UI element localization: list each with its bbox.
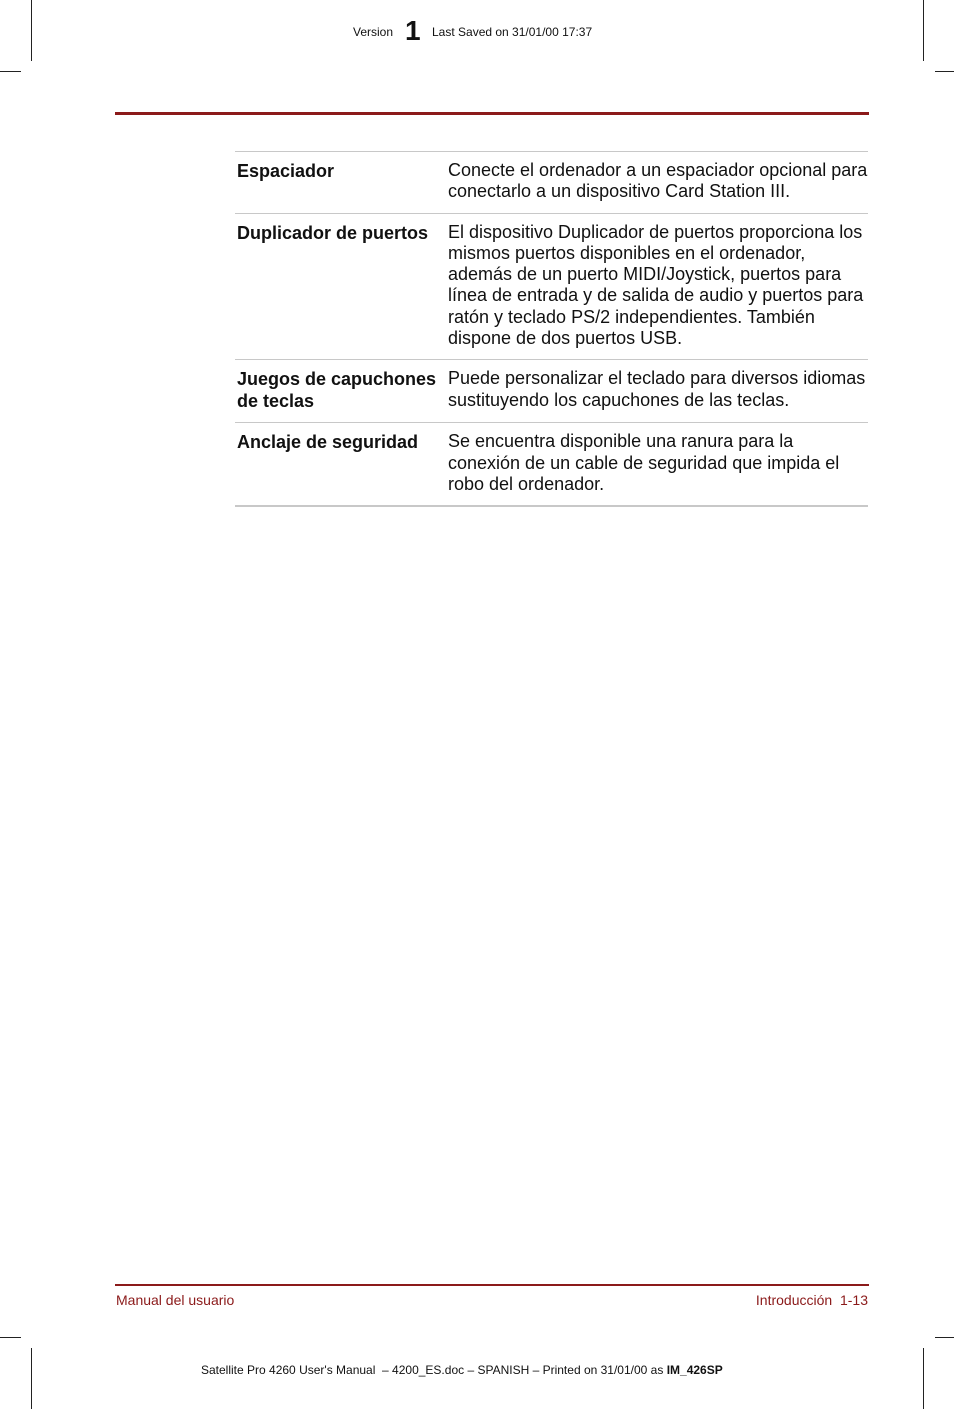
crop-mark xyxy=(0,71,21,72)
row-description: El dispositivo Duplicador de puertos proporciona los mismos puertos disponibles en el ordenador, además de un puerto MIDI/Joystick, puertos para línea de entrada y de salida de audio y puertos para ratón y teclado PS/2 independientes. También dispone de dos puertos USB. xyxy=(448,221,864,349)
print-code: IM_426SP xyxy=(666,1363,723,1377)
crop-mark xyxy=(935,71,954,72)
version-label: Version xyxy=(353,25,394,39)
row-term: Espaciador xyxy=(237,161,335,181)
header-rule xyxy=(115,112,869,115)
crop-mark xyxy=(923,1348,924,1409)
options-table xyxy=(235,151,868,507)
row-term: Juegos de capuchones de teclas xyxy=(237,369,437,412)
last-saved-label: Last Saved on 31/01/00 17:37 xyxy=(432,25,593,39)
print-info xyxy=(201,1363,723,1377)
table-row xyxy=(235,360,868,423)
print-info-text: Satellite Pro 4260 User's Manual – 4200_ES.doc – SPANISH – Printed on 31/01/00 as xyxy=(201,1363,667,1377)
table-row xyxy=(235,214,868,361)
crop-mark xyxy=(0,1337,21,1338)
crop-mark xyxy=(935,1337,954,1338)
document-header xyxy=(0,14,954,48)
row-description: Conecte el ordenador a un espaciador opcional para conectarlo a un dispositivo Card Station III. xyxy=(448,160,868,202)
row-term: Duplicador de puertos xyxy=(237,222,429,243)
row-description: Se encuentra disponible una ranura para la conexión de un cable de seguridad que impida el robo del ordenador. xyxy=(448,431,840,494)
footer-page-number: Introducción 1-13 xyxy=(755,1292,868,1308)
crop-mark xyxy=(31,1348,32,1409)
footer-rule xyxy=(115,1284,869,1286)
footer-manual-title: Manual del usuario xyxy=(116,1292,235,1308)
table-row xyxy=(235,423,868,507)
row-description: Puede personalizar el teclado para diversos idiomas sustituyendo los capuchones de las teclas. xyxy=(448,368,866,410)
version-number: 1 xyxy=(405,15,421,46)
table-row xyxy=(235,152,868,214)
row-term: Anclaje de seguridad xyxy=(237,432,419,453)
